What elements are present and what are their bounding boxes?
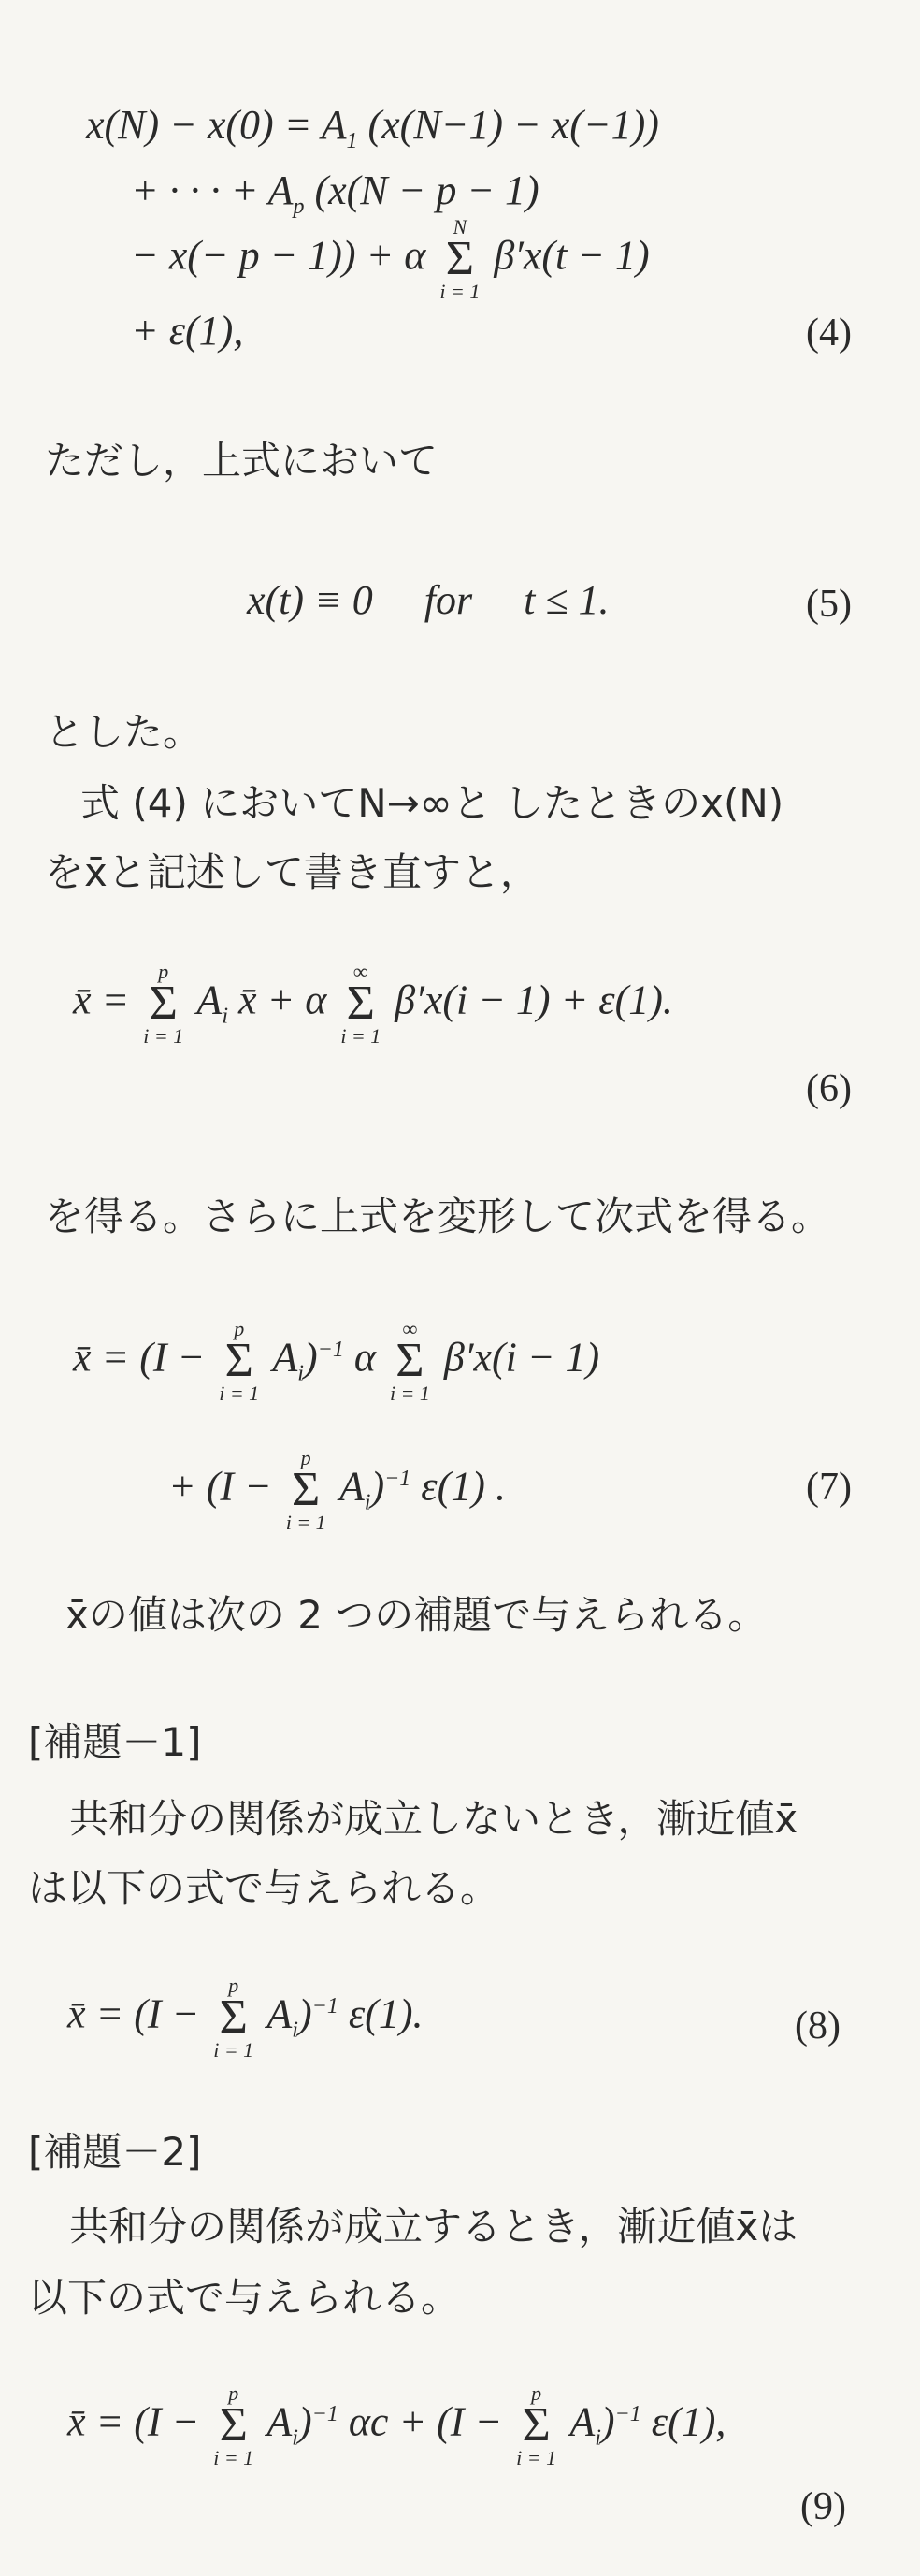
- paragraph-text: 共和分の関係が成立しないとき，漸近値x̄: [69, 1796, 798, 1842]
- paragraph-text: 以下の式で与えられる。: [28, 2275, 461, 2321]
- eq4-line1: $x(N) - x(0) = A_1$ (x(N−1) − x(−1)): [86, 102, 659, 153]
- eq4-line2: + · · · + $A_p$ (x(N − p − 1): [131, 167, 539, 219]
- equation-number-8: (8): [795, 2004, 841, 2048]
- summation-symbol: N Σ i = 1: [439, 215, 481, 303]
- paragraph-text: をx̄と記述して書き直すと，: [45, 849, 539, 895]
- paragraph-text: 式 (4) においてN→∞と したときのx(N): [80, 780, 784, 826]
- eq5: x(t) ≡ 0 for t ≤ 1.: [247, 577, 610, 623]
- paragraph-text: を得る。さらに上式を変形して次式を得る。: [45, 1194, 831, 1239]
- lemma-2-title: [補題－2]: [28, 2129, 202, 2175]
- equation-number-4: (4): [806, 311, 852, 355]
- paragraph-text: とした。: [45, 709, 203, 755]
- paragraph-text: 共和分の関係が成立するとき，漸近値x̄は: [69, 2204, 798, 2250]
- summation-symbol: p Σ i = 1: [219, 1317, 260, 1405]
- summation-symbol: ∞ Σ i = 1: [389, 1317, 430, 1405]
- paragraph-text: x̄の値は次の 2 つの補題で与えられる。: [65, 1592, 768, 1638]
- equation-number-6: (6): [806, 1067, 852, 1110]
- eq9: x̄ = (I − p Σ i = 1 $A_i)^{-1}$ αc + (I − p Σ i = 1 $A_i)^{-1}$ ε(1),: [67, 2381, 726, 2469]
- equation-number-9: (9): [800, 2485, 846, 2528]
- summation-symbol: p Σ i = 1: [213, 2381, 254, 2469]
- summation-symbol: p Σ i = 1: [143, 960, 184, 1048]
- eq4-line4: + ε(1),: [131, 308, 244, 354]
- eq8: x̄ = (I − p Σ i = 1 $A_i)^{-1}$ ε(1).: [67, 1974, 424, 2062]
- equation-number-5: (5): [806, 583, 852, 626]
- equation-number-7: (7): [806, 1466, 852, 1509]
- summation-symbol: ∞ Σ i = 1: [340, 960, 381, 1048]
- eq7-line2: + (I − p Σ i = 1 $A_i)^{-1}$ ε(1) .: [168, 1446, 506, 1534]
- summation-symbol: p Σ i = 1: [213, 1974, 254, 2062]
- summation-symbol: p Σ i = 1: [285, 1446, 326, 1534]
- eq4-line3: − x(− p − 1)) + α N Σ i = 1 β′x(t − 1): [131, 215, 650, 303]
- lemma-1-title: [補題－1]: [28, 1719, 202, 1765]
- paragraph-text: ただし，上式において: [45, 438, 438, 484]
- eq7-line1: x̄ = (I − p Σ i = 1 $A_i)^{-1}$ α ∞ Σ i = 1 β′x(i − 1): [73, 1317, 600, 1405]
- summation-symbol: p Σ i = 1: [516, 2381, 557, 2469]
- paragraph-text: は以下の式で与えられる。: [28, 1865, 500, 1911]
- eq6: x̄ = p Σ i = 1 $A_i$ x̄ + α ∞ Σ i = 1 β′x(i − 1) + ε(1).: [73, 960, 673, 1048]
